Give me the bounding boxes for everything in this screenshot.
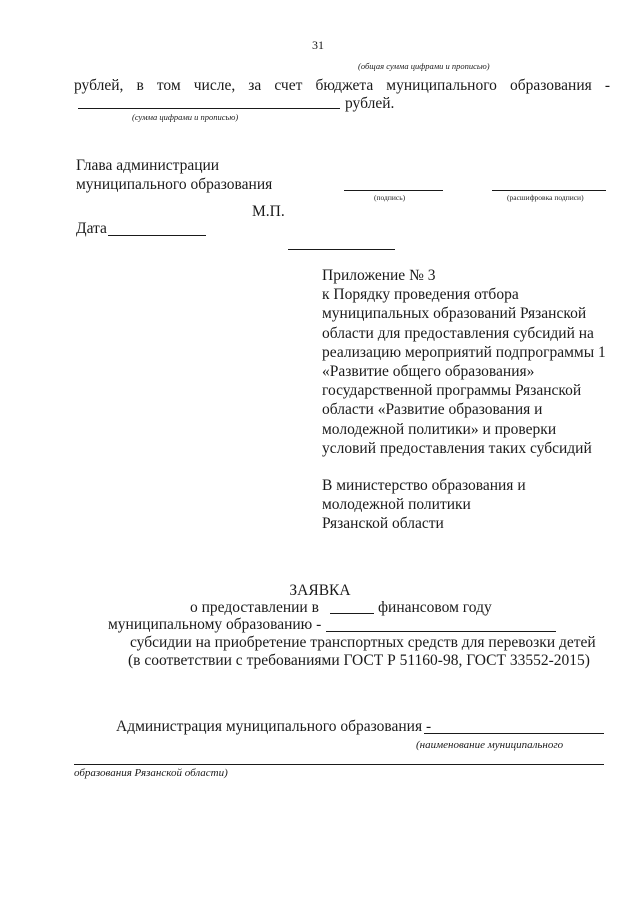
administration-label: Администрация муниципального образования - <box>116 718 432 735</box>
application-line1-start: о предоставлении в <box>190 599 319 616</box>
appendix-line: Приложение № 3 <box>322 267 436 284</box>
page-number: 31 <box>312 38 324 52</box>
date-label: Дата <box>76 220 107 237</box>
appendix-line: государственной программы Рязанской <box>322 382 582 400</box>
funding-line: рублей, в том числе, за счет бюджета муниципального образования - <box>74 77 610 94</box>
appendix-line: муниципальных образований Рязанской <box>322 305 587 323</box>
appendix-line: молодежной политики» и проверки <box>322 420 557 438</box>
appendix-line: реализацию мероприятий подпрограммы 1 <box>322 343 606 361</box>
municipality-name-caption: (наименование муниципального <box>416 739 564 751</box>
total-sum-caption: (общая сумма цифрами и прописью) <box>358 61 490 71</box>
appendix-line: «Развитие общего образования» <box>322 363 535 381</box>
decryption-caption: (расшифровка подписи) <box>507 193 584 202</box>
head-title-line2: муниципального образования <box>76 176 273 193</box>
application-gost-line: (в соответствии с требованиями ГОСТ Р 51160-98, ГОСТ 33552-2015) <box>128 652 590 669</box>
head-title-line1: Глава администрации <box>76 157 220 174</box>
application-title: ЗАЯВКА <box>289 582 351 599</box>
date-blank-line <box>108 235 206 236</box>
application-line1-end: финансовом году <box>378 599 492 616</box>
section-separator <box>288 249 395 250</box>
appendix-block <box>322 266 622 458</box>
application-subject-line: субсидии на приобретение транспортных средств для перевозки детей <box>130 634 596 651</box>
funding-sum-caption: (сумма цифрами и прописью) <box>132 112 239 122</box>
funding-blank-line <box>78 108 340 109</box>
addressee-line: молодежной политики <box>322 496 471 514</box>
signature-caption: (подпись) <box>374 193 406 202</box>
stamp-place-label: М.П. <box>252 203 285 220</box>
appendix-line: условий предоставления таких субсидий <box>322 439 592 457</box>
application-municipality-label: муниципальному образованию - <box>108 616 322 633</box>
administration-blank-line <box>424 733 604 734</box>
addressee-line: Рязанской области <box>322 515 444 533</box>
appendix-line: к Порядку проведения отбора <box>322 286 519 304</box>
appendix-line: области «Развитие образования и <box>322 401 543 419</box>
decryption-line <box>492 190 606 191</box>
signature-line <box>344 190 443 191</box>
addressee-block <box>322 476 622 534</box>
year-blank-line <box>330 613 374 614</box>
municipality-name-caption-cont: образования Рязанской области) <box>74 767 228 779</box>
municipality-name-line <box>74 764 604 765</box>
funding-rub-label: рублей. <box>345 95 395 112</box>
municipality-blank-line <box>326 631 556 632</box>
addressee-line: В министерство образования и <box>322 477 526 494</box>
appendix-line: области для предоставления субсидий на <box>322 324 594 342</box>
